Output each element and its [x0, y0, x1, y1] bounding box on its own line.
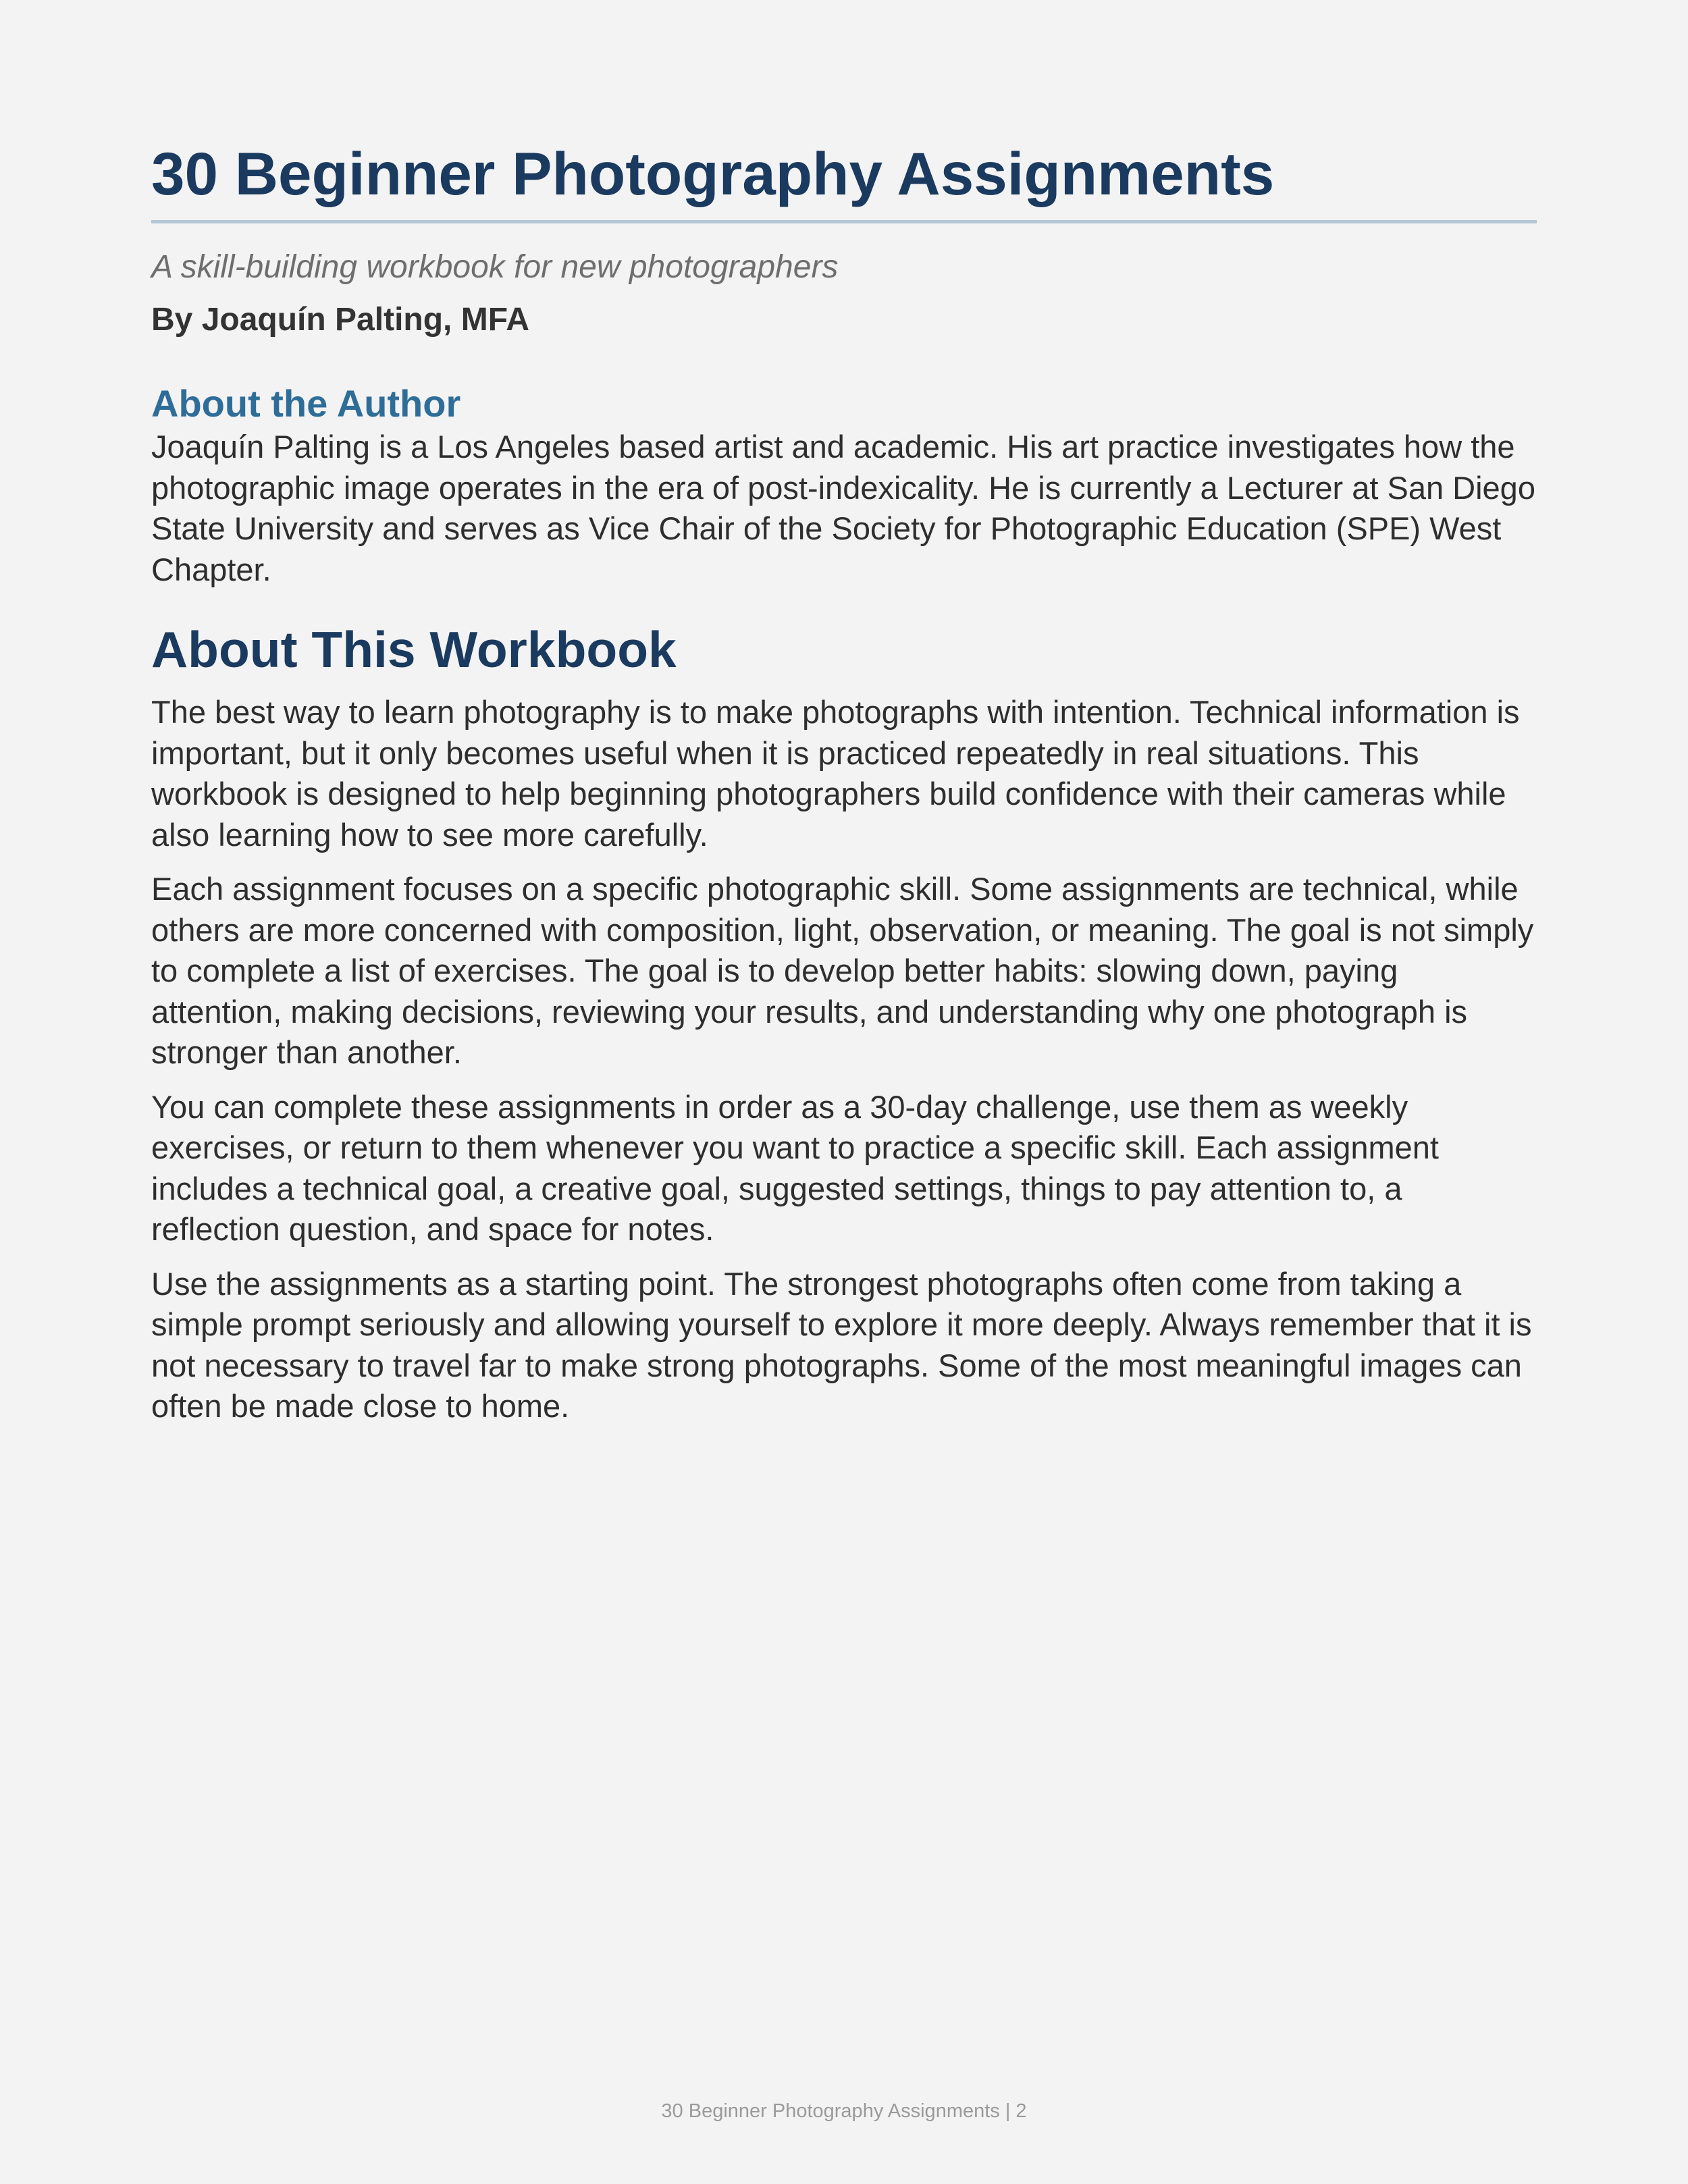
title-divider — [151, 220, 1537, 223]
workbook-paragraph-1: The best way to learn photography is to make photographs with intention. Technical information is important, but it only becomes useful when it is practiced repeatedly in real situations. This workbook is designed to help beginning photographers build confidence with their cameras while also learning how to see more carefully. — [151, 694, 1520, 853]
workbook-paragraph-2: Each assignment focuses on a specific photographic skill. Some assignments are technical, while others are more concerned with composition, light, observation, or meaning. The goal is not simply to complete a list of exercises. The goal is to develop better habits: slowing down, paying attention, making decisions, reviewing your results, and understanding why one photograph is stronger than another. — [151, 871, 1534, 1070]
about-author-heading: About the Author — [151, 382, 461, 425]
about-workbook-body — [151, 692, 1537, 1441]
document-subtitle: A skill-building workbook for new photographers — [151, 249, 839, 285]
about-author-paragraph: Joaquín Palting is a Los Angeles based artist and academic. His art practice investigates how the photographic image operates in the era of post-indexicality. He is currently a Lecturer at San Diego State University and serves as Vice Chair of the Society for Photographic Education (SPE) West Chapter. — [151, 429, 1535, 587]
workbook-paragraph-4: Use the assignments as a starting point. The strongest photographs often come from taking a simple prompt seriously and allowing yourself to explore it more deeply. Always remember that it is not necessary to travel far to make strong photographs. Some of the most meaningful images can often be made close to home. — [151, 1265, 1532, 1424]
about-workbook-heading: About This Workbook — [151, 621, 677, 678]
author-byline: By Joaquín Palting, MFA — [151, 302, 530, 338]
page-footer: 30 Beginner Photography Assignments | 2 — [661, 2100, 1027, 2122]
document-title: 30 Beginner Photography Assignments — [151, 140, 1275, 207]
workbook-paragraph-3: You can complete these assignments in order as a 30-day challenge, use them as weekly exercises, or return to them whenever you want to practice a specific skill. Each assignment includes a technical goal, a creative goal, suggested settings, things to pay attention to, a reflection question, and space for notes. — [151, 1088, 1439, 1247]
